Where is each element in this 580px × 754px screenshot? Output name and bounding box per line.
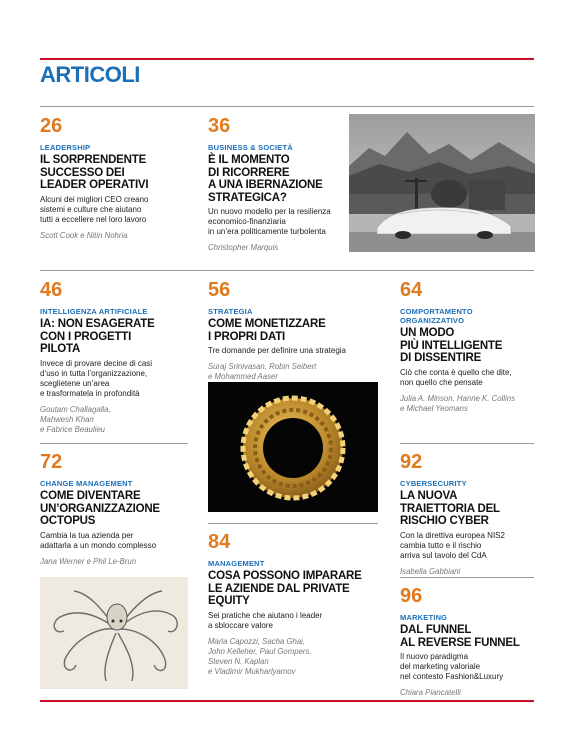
bottom-rule: [40, 700, 534, 702]
article-36[interactable]: [208, 116, 348, 253]
article-title: COSA POSSONO IMPARARE LE AZIENDE DAL PRIVATE EQUITY: [208, 570, 362, 607]
article-page-number: 84: [208, 531, 231, 553]
article-category: CYBERSECURITY: [400, 479, 467, 488]
article-authors: Goutam Challagalla, Mahwesh Khan e Fabrice Beaulieu: [40, 404, 111, 434]
article-category: MARKETING: [400, 613, 448, 622]
article-description: Sei pratiche che aiutano i leader a sbloccare valore: [208, 610, 323, 630]
article-46[interactable]: [40, 280, 195, 435]
article-title: UN MODO PIÙ INTELLIGENTE DI DISSENTIRE: [400, 327, 503, 364]
article-category: LEADERSHIP: [40, 143, 91, 152]
top-rule: [40, 58, 534, 60]
col1-rule: [40, 443, 188, 444]
article-description: Invece di provare decine di casi d’uso in tutta l’organizzazione, sceglietene un’area e trasformatela in profondità: [40, 358, 153, 398]
section-title: ARTICOLI: [40, 62, 140, 87]
article-page-number: 96: [400, 585, 423, 607]
article-92[interactable]: [400, 452, 540, 577]
article-authors: Isabella Gabbiani: [400, 566, 461, 576]
article-64[interactable]: [400, 280, 540, 414]
heading-rule: [40, 106, 534, 107]
article-page-number: 46: [40, 279, 63, 301]
article-96[interactable]: [400, 586, 540, 698]
article-description: Il nuovo paradigma del marketing valoriale nel contesto Fashion&Luxury: [400, 652, 504, 681]
article-title: È IL MOMENTO DI RICORRERE A UNA IBERNAZIONE STRATEGICA?: [208, 154, 323, 204]
article-page-number: 26: [40, 115, 63, 137]
article-title: DAL FUNNEL AL REVERSE FUNNEL: [400, 624, 520, 649]
article-authors: Jana Werner e Phil Le-Brun: [40, 556, 137, 566]
article-page-number: 36: [208, 115, 231, 137]
article-authors: Scott Cook e Nitin Nohria: [40, 230, 128, 240]
article-title: COME DIVENTARE UN’ORGANIZZAZIONE OCTOPUS: [40, 490, 160, 527]
article-description: Un nuovo modello per la resilienza economico-finanziaria in un’era politicamente turbolenta: [208, 207, 331, 236]
article-26[interactable]: [40, 116, 195, 241]
gold-ring-photo: [208, 382, 378, 512]
article-title: IA: NON ESAGERATE CON I PROGETTI PILOTA: [40, 318, 155, 355]
article-title: COME MONETIZZARE I PROPRI DATI: [208, 318, 326, 343]
article-category: STRATEGIA: [208, 307, 253, 316]
article-category: BUSINESS & SOCIETÀ: [208, 143, 293, 152]
article-authors: Christopher Marquis: [208, 243, 279, 252]
col3-rule-2: [400, 577, 534, 578]
article-page-number: 56: [208, 279, 231, 301]
article-authors: Marla Capozzi, Sacha Ghai, John Kelleher, Paul Gompers, Steven N. Kaplan e Vladimir Mukharlyamov: [208, 636, 312, 676]
col2-rule: [208, 523, 378, 524]
article-category: CHANGE MANAGEMENT: [40, 479, 133, 488]
article-84[interactable]: [208, 532, 388, 677]
article-authors: Suraj Srinivasan, Robin Seibert e Mohammed Aaser: [208, 362, 317, 381]
article-56[interactable]: [208, 280, 388, 382]
article-category: MANAGEMENT: [208, 559, 265, 568]
octopus-illustration: [40, 577, 188, 689]
article-description: Ciò che conta è quello che dite, non quello che pensate: [400, 367, 512, 387]
article-authors: Chiara Piancatelli: [400, 688, 461, 697]
article-description: Alcuni dei migliori CEO creano sistemi e culture che aiutano tutti a eccellere nel loro lavoro: [40, 194, 149, 224]
article-title: IL SORPRENDENTE SUCCESSO DEI LEADER OPERATIVI: [40, 154, 149, 191]
article-72[interactable]: [40, 452, 200, 567]
article-description: Con la direttiva europea NIS2 cambia tutto e il rischio arriva sul tavolo del CdA: [400, 530, 505, 560]
article-page-number: 64: [400, 279, 423, 301]
col3-rule-1: [400, 443, 534, 444]
article-category: COMPORTAMENTO ORGANIZZATIVO: [400, 307, 473, 325]
article-description: Cambia la tua azienda per adattarla a un mondo complesso: [40, 530, 157, 550]
article-description: Tre domande per definire una strategia: [208, 346, 347, 355]
row-rule-1: [40, 270, 534, 271]
article-category: INTELLIGENZA ARTIFICIALE: [40, 307, 148, 316]
article-page-number: 72: [40, 451, 63, 473]
article-authors: Julia A. Minson, Hanne K. Collins e Michael Yeomans: [400, 393, 515, 413]
article-page-number: 92: [400, 451, 423, 473]
car-landscape-photo: [349, 114, 535, 252]
article-title: LA NUOVA TRAIETTORIA DEL RISCHIO CYBER: [400, 490, 500, 527]
